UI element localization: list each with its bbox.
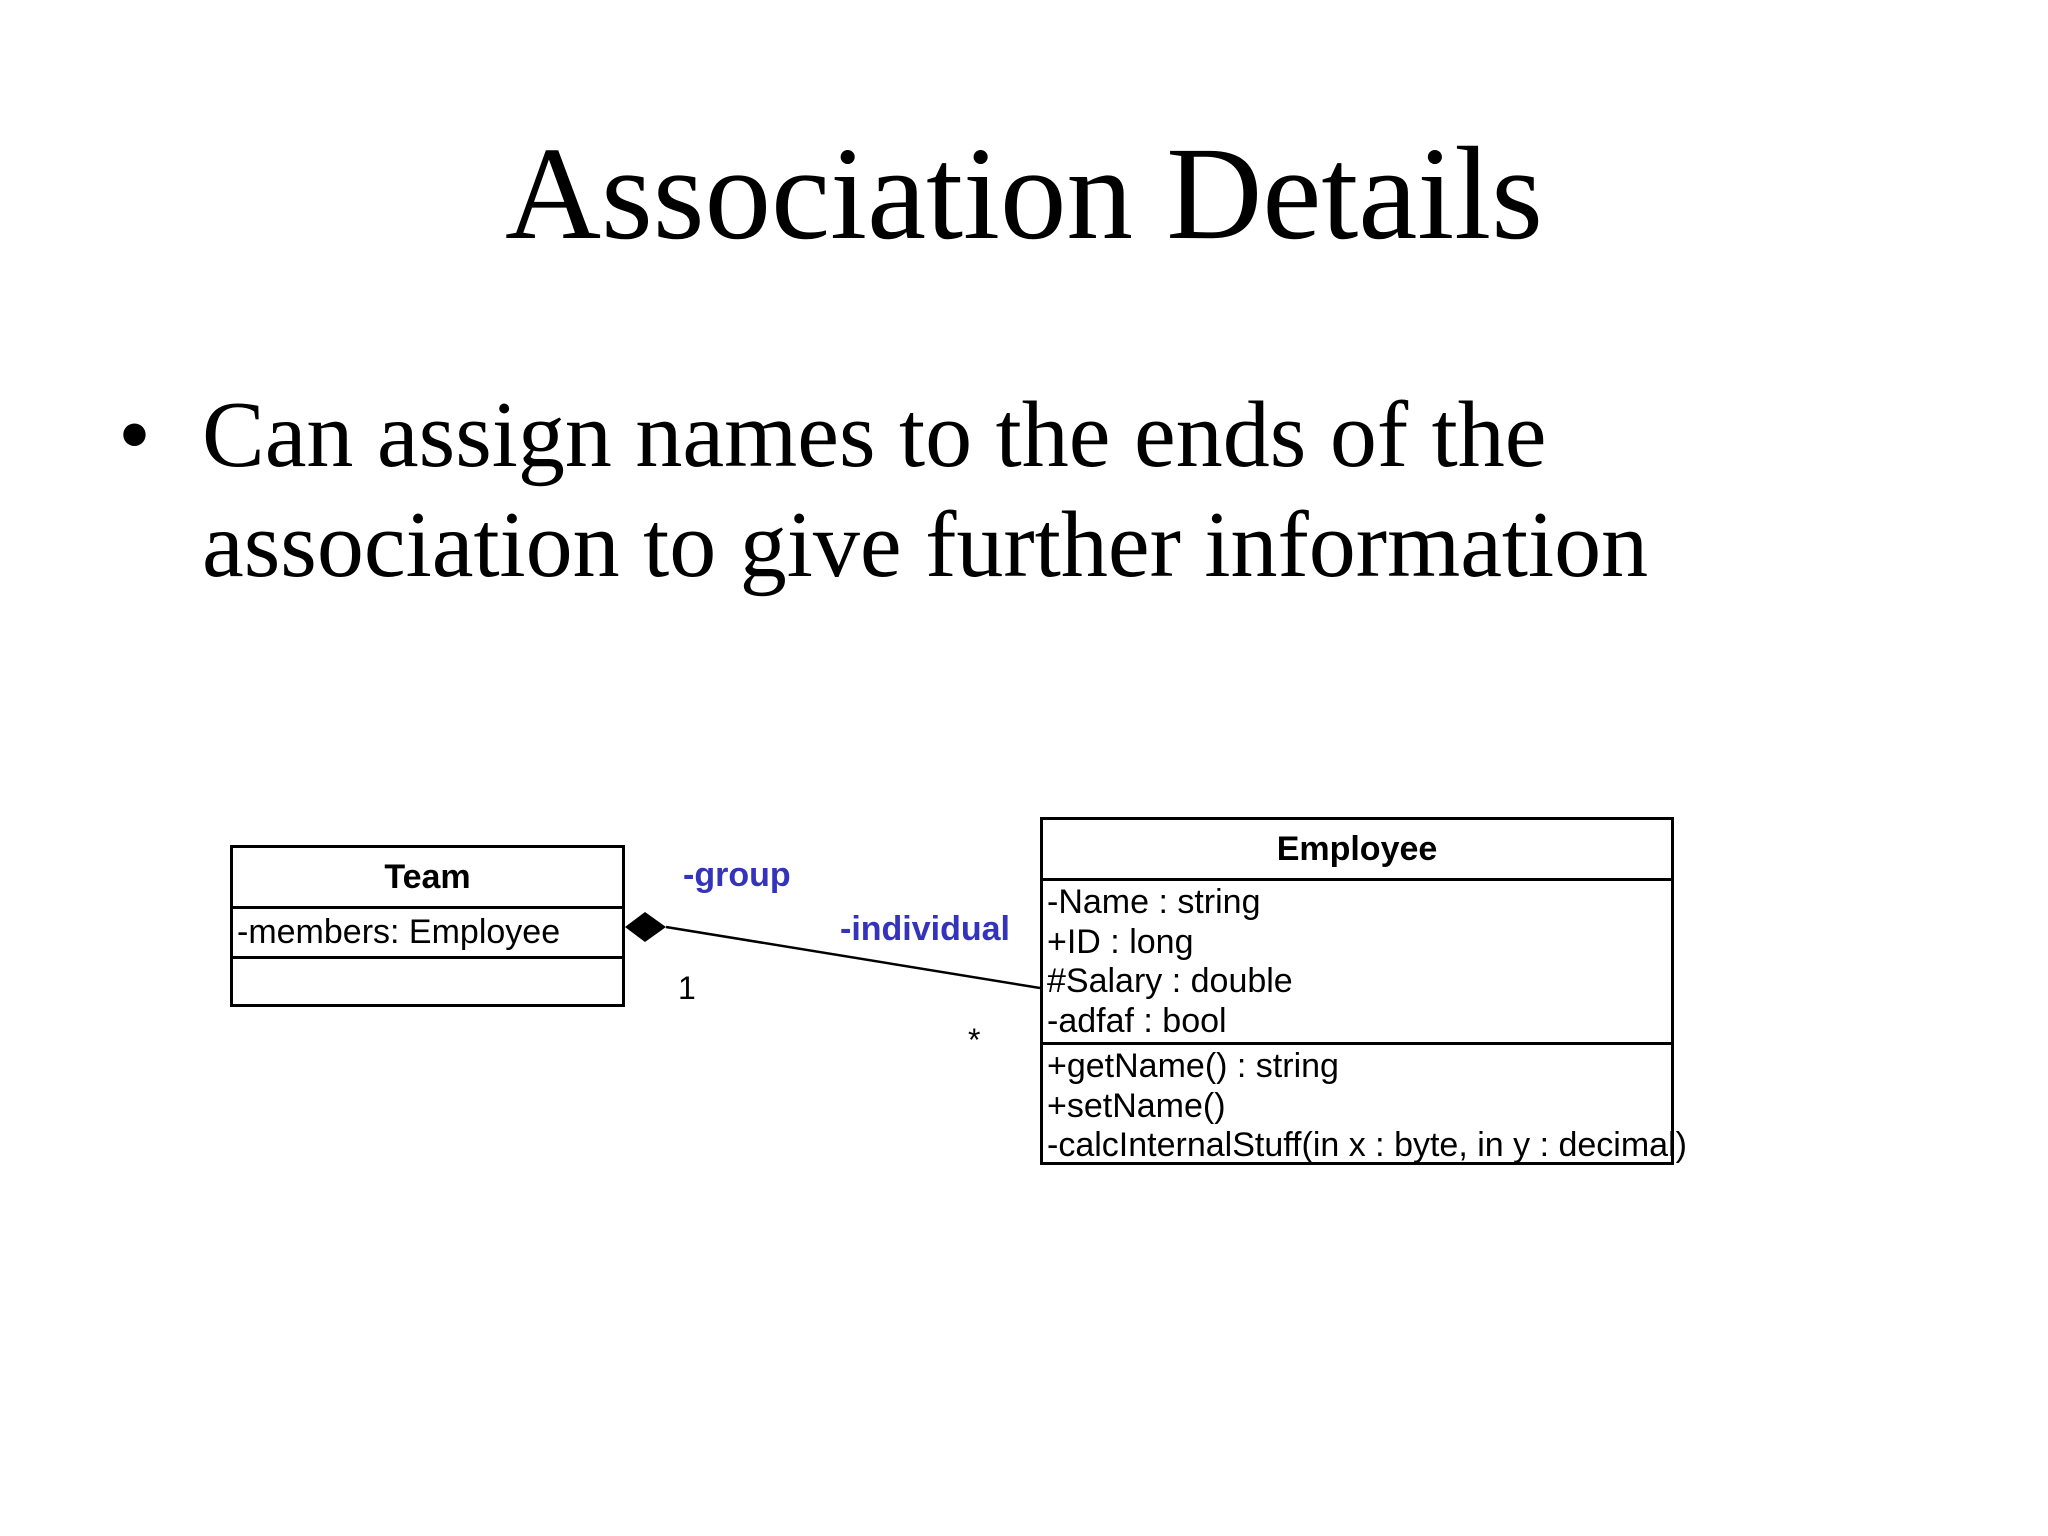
bullet-dot: •	[118, 383, 151, 487]
team-multiplicity: 1	[678, 970, 696, 1006]
team-class-name: Team	[384, 858, 471, 896]
employee-class-box	[1040, 817, 1687, 1165]
employee-role-label: -individual	[840, 910, 1010, 948]
employee-operation: -calcInternalStuff(in x : byte, in y : decimal)	[1047, 1126, 1687, 1164]
employee-attribute: #Salary : double	[1047, 962, 1293, 1000]
composition-diamond	[625, 912, 666, 942]
slide-title: Association Details	[505, 119, 1543, 267]
employee-attributes	[1043, 878, 1671, 1042]
employee-operation: +getName() : string	[1047, 1047, 1339, 1085]
bullet-line: Can assign names to the ends of the	[202, 383, 1547, 487]
team-role-label: -group	[683, 856, 791, 894]
team-attributes	[233, 906, 622, 956]
employee-multiplicity: *	[968, 1022, 981, 1058]
employee-operations	[1043, 1042, 1687, 1164]
employee-attribute: -adfaf : bool	[1047, 1001, 1227, 1040]
employee-attribute: -Name : string	[1047, 883, 1261, 921]
employee-class-name: Employee	[1276, 830, 1438, 868]
team-operations	[233, 956, 622, 1004]
employee-attribute: +ID : long	[1047, 922, 1194, 961]
employee-operation: +setName()	[1047, 1086, 1226, 1125]
bullet-line: association to give further information	[202, 493, 1649, 597]
team-class-box	[230, 845, 625, 1007]
team-attribute: -members: Employee	[237, 913, 561, 951]
